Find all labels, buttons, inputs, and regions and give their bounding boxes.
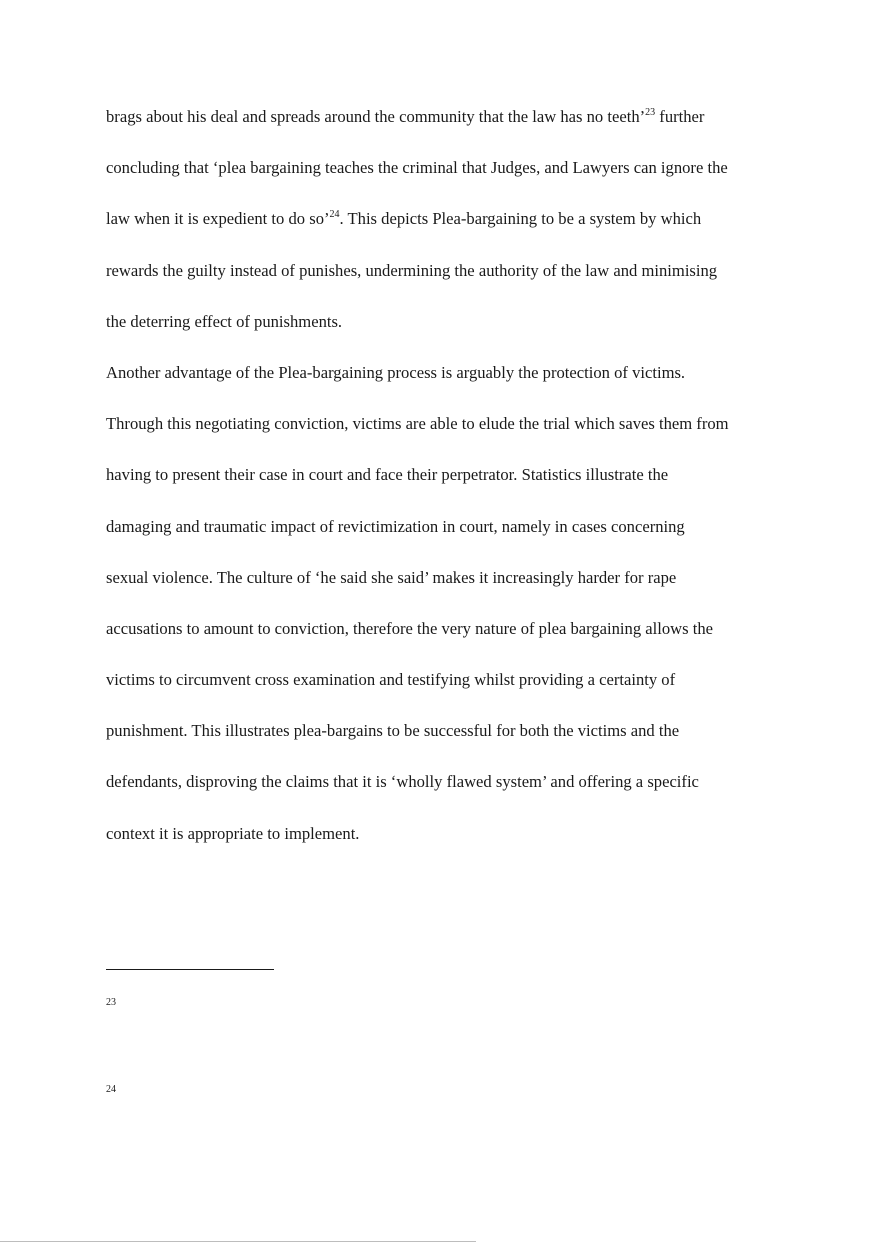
text-line: accusations to amount to conviction, therefore the very nature of plea bargaining allows the <box>106 618 714 638</box>
text-line: damaging and traumatic impact of revictimization in court, namely in cases concerning <box>106 516 685 536</box>
body-text <box>106 98 786 866</box>
footnote-24: 24 <box>106 1084 116 1095</box>
line-text: . This depicts Plea-bargaining to be a system by which <box>339 209 702 229</box>
text-line: Through this negotiating conviction, victims are able to elude the trial which saves them from <box>106 414 729 434</box>
text-line: sexual violence. The culture of ‘he said she said’ makes it increasingly harder for rape <box>106 567 677 587</box>
footnote-separator <box>106 969 274 970</box>
paragraph <box>106 354 786 866</box>
line-text: law when it is expedient to do so’ <box>106 209 330 229</box>
text-line <box>106 200 786 251</box>
text-line: punishment. This illustrates plea-bargains to be successful for both the victims and the <box>106 721 680 741</box>
page-bottom-rule <box>0 1241 476 1242</box>
text-line: the deterring effect of punishments. <box>106 311 343 331</box>
text-line: rewards the guilty instead of punishes, undermining the authority of the law and minimising <box>106 260 718 280</box>
text-line: victims to circumvent cross examination and testifying whilst providing a certainty of <box>106 670 676 690</box>
line-text: brags about his deal and spreads around the community that the law has no teeth’ <box>106 107 646 126</box>
footnote-ref-23: 23 <box>645 107 656 118</box>
line-text: further <box>655 107 705 126</box>
paragraph <box>106 98 786 354</box>
footnote-23: 23 <box>106 997 116 1008</box>
text-line: defendants, disproving the claims that it is ‘wholly flawed system’ and offering a specific <box>106 772 699 792</box>
text-line: concluding that ‘plea bargaining teaches the criminal that Judges, and Lawyers can ignore the <box>106 158 728 178</box>
text-line: Another advantage of the Plea-bargaining process is arguably the protection of victims. <box>106 362 686 382</box>
text-line: having to present their case in court and face their perpetrator. Statistics illustrate the <box>106 465 669 485</box>
footnote-ref-24: 24 <box>329 209 340 221</box>
text-line <box>106 98 786 149</box>
text-line: context it is appropriate to implement. <box>106 823 360 843</box>
